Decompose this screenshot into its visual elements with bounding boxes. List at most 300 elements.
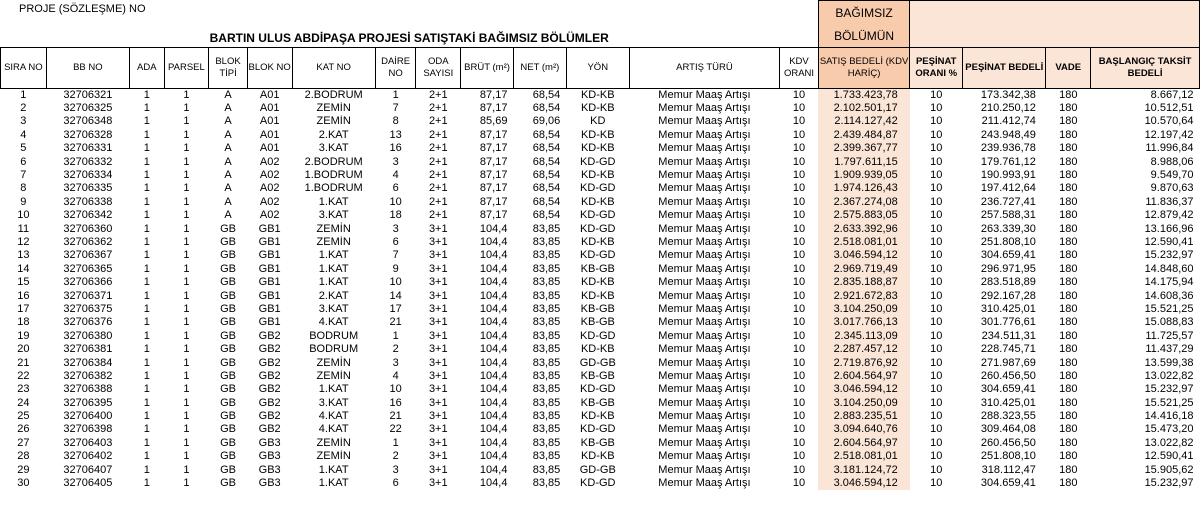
table-row — [1, 316, 1200, 329]
kdv-orani-cell: 10 — [792, 222, 806, 235]
sira-no-cell: 14 — [17, 262, 30, 275]
vade-cell: 180 — [1059, 249, 1078, 262]
satis-bedeli-cell: 1.733.423,78 — [818, 88, 909, 102]
brut-cell: 87,17 — [479, 169, 508, 182]
bb-no-cell: 32706376 — [63, 316, 113, 329]
kdv-orani-cell: 10 — [792, 155, 806, 168]
col-pesinat-bedeli: PEŞİNAT BEDELİ — [963, 47, 1046, 88]
bb-no-cell: 32706362 — [63, 235, 113, 248]
sira-no-cell: 17 — [17, 302, 30, 315]
oda-sayisi-cell: 3+1 — [428, 235, 448, 248]
kat-no-cell: 1.KAT — [318, 477, 349, 490]
ada-cell: 1 — [143, 329, 150, 342]
net-cell: 68,54 — [532, 209, 561, 222]
oda-sayisi-cell: 3+1 — [428, 396, 448, 409]
table-row — [1, 129, 1200, 142]
oda-sayisi-cell: 2+1 — [428, 155, 448, 168]
kdv-orani-cell: 10 — [792, 88, 806, 101]
artis-turu-cell: Memur Maaş Artışı — [658, 343, 751, 356]
kdv-orani-cell: 10 — [792, 383, 806, 396]
yon-cell: GD-GB — [579, 463, 616, 476]
blok-tipi-cell: GB — [220, 450, 236, 463]
blok-tipi-cell: A — [224, 182, 232, 195]
pesinat-orani-cell: 10 — [930, 423, 943, 436]
oda-sayisi-cell: 3+1 — [428, 436, 448, 449]
net-cell: 83,85 — [532, 235, 561, 248]
pesinat-bedeli-cell: 318.112,47 — [981, 463, 1036, 476]
daire-no-cell: 21 — [389, 410, 402, 423]
kdv-orani-cell: 10 — [792, 436, 806, 449]
blok-no-cell: A02 — [259, 169, 280, 182]
pesinat-orani-cell: 10 — [930, 410, 943, 423]
baslangic-taksit-cell: 15.232,97 — [1144, 477, 1194, 490]
blok-no-cell: GB1 — [258, 235, 281, 248]
satis-bedeli-cell: 3.104.250,09 — [818, 303, 909, 316]
yon-cell: KB-GB — [580, 369, 615, 382]
pesinat-bedeli-cell: 304.659,41 — [980, 383, 1036, 396]
bb-no-cell: 32706338 — [63, 195, 113, 208]
table-row — [1, 370, 1200, 383]
pesinat-bedeli-cell: 239.936,78 — [980, 142, 1036, 155]
kat-no-cell: 1.KAT — [318, 249, 349, 262]
sira-no-cell: 28 — [17, 450, 30, 463]
net-cell: 83,85 — [532, 249, 561, 262]
col-baslangic-taksit: BAŞLANGIÇ TAKSİT BEDELİ — [1091, 47, 1200, 88]
section-title-line1: BAĞIMSIZ — [818, 1, 909, 25]
daire-no-cell: 16 — [389, 142, 402, 155]
blok-tipi-cell: A — [224, 195, 232, 208]
table-row — [1, 463, 1200, 476]
satis-bedeli-cell: 2.367.274,08 — [818, 196, 909, 209]
daire-no-cell: 13 — [389, 128, 402, 141]
parsel-cell: 1 — [183, 396, 190, 409]
blok-tipi-cell: A — [224, 155, 232, 168]
artis-turu-cell: Memur Maaş Artışı — [658, 262, 751, 275]
table-row — [1, 169, 1200, 182]
kat-no-cell: 1.KAT — [318, 276, 349, 289]
baslangic-taksit-cell: 14.608,36 — [1144, 289, 1194, 302]
satis-bedeli-cell: 3.181.124,72 — [818, 463, 909, 476]
blok-no-cell: A01 — [259, 128, 280, 141]
vade-cell: 180 — [1059, 128, 1078, 141]
oda-sayisi-cell: 3+1 — [428, 463, 448, 476]
artis-turu-cell: Memur Maaş Artışı — [658, 410, 751, 423]
vade-cell: 180 — [1059, 142, 1078, 155]
column-header-row — [1, 47, 1200, 88]
sira-no-cell: 7 — [20, 169, 27, 182]
daire-no-cell: 1 — [392, 329, 399, 342]
ada-cell: 1 — [143, 142, 150, 155]
pesinat-orani-cell: 10 — [930, 276, 943, 289]
yon-cell: GD-GB — [579, 356, 616, 369]
artis-turu-cell: Memur Maaş Artışı — [658, 436, 751, 449]
vade-cell: 180 — [1059, 463, 1078, 476]
col-ada: ADA — [130, 47, 165, 88]
pesinat-bedeli-cell: 304.659,41 — [980, 249, 1036, 262]
sira-no-cell: 15 — [17, 276, 30, 289]
parsel-cell: 1 — [183, 383, 190, 396]
vade-cell: 180 — [1059, 477, 1078, 490]
oda-sayisi-cell: 2+1 — [428, 128, 448, 141]
baslangic-taksit-cell: 14.416,18 — [1144, 410, 1194, 423]
table-row — [1, 330, 1200, 343]
brut-cell: 104,4 — [479, 369, 508, 382]
bb-no-cell: 32706371 — [63, 289, 113, 302]
ada-cell: 1 — [143, 289, 150, 302]
blok-tipi-cell: A — [224, 209, 232, 222]
blok-tipi-cell: A — [224, 102, 232, 115]
kdv-orani-cell: 10 — [792, 343, 806, 356]
blok-tipi-cell: GB — [220, 235, 236, 248]
yon-cell: KB-GB — [580, 262, 615, 275]
col-kdv-orani: KDV ORANI — [780, 47, 819, 88]
vade-cell: 180 — [1059, 316, 1078, 329]
daire-no-cell: 22 — [389, 423, 402, 436]
brut-cell: 104,4 — [479, 235, 508, 248]
parsel-cell: 1 — [183, 182, 190, 195]
vade-cell: 180 — [1059, 289, 1078, 302]
page-title: BARTIN ULUS ABDİPAŞA PROJESİ SATIŞTAKİ BAĞIMSIZ BÖLÜMLER — [209, 30, 609, 45]
vade-cell: 180 — [1059, 155, 1078, 168]
blok-tipi-cell: GB — [220, 436, 236, 449]
pesinat-orani-cell: 10 — [930, 477, 943, 490]
bb-no-cell: 32706325 — [63, 102, 113, 115]
baslangic-taksit-cell: 15.473,20 — [1144, 423, 1194, 436]
blok-no-cell: A01 — [259, 142, 280, 155]
table-row — [1, 450, 1200, 463]
net-cell: 83,85 — [532, 262, 561, 275]
table-row — [1, 155, 1200, 168]
daire-no-cell: 9 — [392, 262, 399, 275]
net-cell: 83,85 — [532, 316, 561, 329]
col-pesinat-orani: PEŞİNAT ORANI % — [910, 47, 963, 88]
artis-turu-cell: Memur Maaş Artışı — [658, 235, 751, 248]
sira-no-cell: 22 — [17, 369, 30, 382]
sira-no-cell: 16 — [17, 289, 30, 302]
net-cell: 83,85 — [532, 450, 561, 463]
artis-turu-cell: Memur Maaş Artışı — [658, 102, 751, 115]
satis-bedeli-cell: 2.575.883,05 — [818, 209, 909, 222]
kdv-orani-cell: 10 — [792, 195, 806, 208]
satis-bedeli-cell: 2.287.457,12 — [818, 343, 909, 356]
baslangic-taksit-cell: 11.725,57 — [1145, 329, 1194, 342]
pesinat-bedeli-cell: 283.518,89 — [980, 276, 1036, 289]
table-row — [1, 423, 1200, 436]
kat-no-cell: 1.KAT — [318, 262, 349, 275]
baslangic-taksit-cell: 12.590,41 — [1144, 235, 1194, 248]
blok-tipi-cell: GB — [220, 343, 236, 356]
brut-cell: 85,69 — [479, 115, 508, 128]
pesinat-orani-cell: 10 — [930, 209, 943, 222]
bb-no-cell: 32706381 — [63, 343, 113, 356]
daire-no-cell: 2 — [392, 343, 399, 356]
parsel-cell: 1 — [183, 289, 190, 302]
net-cell: 83,85 — [532, 423, 561, 436]
ada-cell: 1 — [143, 155, 150, 168]
sira-no-cell: 2 — [20, 102, 27, 115]
parsel-cell: 1 — [183, 88, 190, 101]
vade-cell: 180 — [1059, 396, 1078, 409]
sira-no-cell: 26 — [17, 423, 30, 436]
oda-sayisi-cell: 2+1 — [428, 115, 448, 128]
yon-cell: KD-GD — [580, 423, 616, 436]
vade-cell: 180 — [1059, 369, 1078, 382]
bb-no-cell: 32706321 — [63, 88, 113, 101]
satis-bedeli-cell: 2.719.876,92 — [818, 356, 909, 369]
satis-bedeli-cell: 2.518.081,01 — [818, 236, 909, 249]
parsel-cell: 1 — [183, 436, 190, 449]
kat-no-cell: ZEMİN — [316, 369, 351, 382]
table-row — [1, 88, 1200, 102]
yon-cell: KD-KB — [580, 343, 615, 356]
daire-no-cell: 10 — [389, 195, 402, 208]
yon-cell: KD-KB — [580, 195, 615, 208]
net-cell: 83,85 — [532, 436, 561, 449]
bb-no-cell: 32706402 — [63, 450, 113, 463]
net-cell: 83,85 — [532, 302, 561, 315]
oda-sayisi-cell: 2+1 — [428, 142, 448, 155]
baslangic-taksit-cell: 15.905,62 — [1144, 463, 1194, 476]
vade-cell: 180 — [1059, 423, 1078, 436]
col-daire-no: DAİRE NO — [375, 47, 416, 88]
pesinat-bedeli-cell: 310.425,01 — [980, 302, 1036, 315]
col-net: NET (m²) — [513, 47, 566, 88]
daire-no-cell: 3 — [392, 356, 399, 369]
pesinat-bedeli-cell: 260.456,50 — [980, 436, 1036, 449]
oda-sayisi-cell: 2+1 — [428, 102, 448, 115]
sira-no-cell: 23 — [17, 383, 30, 396]
ada-cell: 1 — [143, 423, 150, 436]
satis-bedeli-cell: 1.909.939,05 — [818, 169, 909, 182]
oda-sayisi-cell: 2+1 — [428, 195, 448, 208]
vade-cell: 180 — [1059, 302, 1078, 315]
baslangic-taksit-cell: 13.022,82 — [1144, 369, 1194, 382]
parsel-cell: 1 — [183, 477, 190, 490]
kat-no-cell: ZEMİN — [316, 235, 351, 248]
bb-no-cell: 32706405 — [63, 477, 113, 490]
yon-cell: KD-KB — [580, 102, 615, 115]
blok-tipi-cell: A — [224, 128, 232, 141]
artis-turu-cell: Memur Maaş Artışı — [658, 383, 751, 396]
oda-sayisi-cell: 3+1 — [428, 276, 448, 289]
col-brut: BRÜT (m²) — [461, 47, 514, 88]
pesinat-orani-cell: 10 — [930, 115, 943, 128]
pesinat-bedeli-cell: 211.412,74 — [981, 115, 1036, 128]
net-cell: 83,85 — [532, 477, 561, 490]
ada-cell: 1 — [143, 209, 150, 222]
satis-bedeli-cell: 2.835.188,87 — [818, 276, 909, 289]
satis-bedeli-cell: 2.439.484,87 — [818, 129, 909, 142]
bb-no-cell: 32706382 — [63, 369, 113, 382]
kat-no-cell: ZEMİN — [316, 115, 351, 128]
blok-tipi-cell: GB — [220, 423, 236, 436]
brut-cell: 87,17 — [479, 209, 508, 222]
daire-no-cell: 10 — [389, 383, 402, 396]
yon-cell: KD-KB — [580, 142, 615, 155]
brut-cell: 104,4 — [479, 249, 508, 262]
ada-cell: 1 — [143, 316, 150, 329]
brut-cell: 87,17 — [479, 182, 508, 195]
daire-no-cell: 6 — [392, 477, 399, 490]
table-row — [1, 477, 1200, 490]
blok-no-cell: A02 — [259, 182, 280, 195]
ada-cell: 1 — [143, 235, 150, 248]
sira-no-cell: 1 — [20, 88, 27, 101]
satis-bedeli-cell: 3.046.594,12 — [818, 249, 909, 262]
net-cell: 83,85 — [532, 369, 561, 382]
artis-turu-cell: Memur Maaş Artışı — [658, 302, 751, 315]
kdv-orani-cell: 10 — [792, 450, 806, 463]
baslangic-taksit-cell: 9.549,70 — [1150, 169, 1194, 182]
bb-no-cell: 32706407 — [63, 463, 113, 476]
blok-tipi-cell: GB — [220, 289, 236, 302]
pesinat-orani-cell: 10 — [930, 343, 943, 356]
kat-no-cell: 2.KAT — [318, 128, 349, 141]
pesinat-bedeli-cell: 310.425,01 — [980, 396, 1036, 409]
table-row — [1, 289, 1200, 302]
blok-no-cell: GB1 — [258, 276, 281, 289]
col-blok-tipi: BLOK TİPİ — [209, 47, 248, 88]
brut-cell: 87,17 — [479, 142, 508, 155]
project-label: PROJE (SÖZLEŞME) NO — [19, 2, 146, 15]
baslangic-taksit-cell: 11.996,84 — [1145, 142, 1194, 155]
net-cell: 83,85 — [532, 396, 561, 409]
kdv-orani-cell: 10 — [792, 316, 806, 329]
kat-no-cell: ZEMİN — [316, 436, 351, 449]
satis-bedeli-cell: 2.604.564,97 — [818, 370, 909, 383]
artis-turu-cell: Memur Maaş Artışı — [658, 450, 751, 463]
pesinat-bedeli-cell: 304.659,41 — [980, 477, 1036, 490]
baslangic-taksit-cell: 13.166,96 — [1144, 222, 1194, 235]
sira-no-cell: 9 — [20, 195, 27, 208]
artis-turu-cell: Memur Maaş Artışı — [658, 249, 751, 262]
kdv-orani-cell: 10 — [792, 142, 806, 155]
kdv-orani-cell: 10 — [792, 262, 806, 275]
parsel-cell: 1 — [183, 369, 190, 382]
table-row — [1, 396, 1200, 409]
blok-no-cell: GB1 — [258, 222, 281, 235]
vade-cell: 180 — [1059, 450, 1078, 463]
ada-cell: 1 — [143, 410, 150, 423]
brut-cell: 104,4 — [479, 356, 508, 369]
blok-no-cell: GB3 — [258, 477, 281, 490]
daire-no-cell: 7 — [392, 102, 399, 115]
yon-cell: KB-GB — [580, 396, 615, 409]
parsel-cell: 1 — [183, 222, 190, 235]
net-cell: 83,85 — [532, 463, 561, 476]
net-cell: 83,85 — [532, 343, 561, 356]
brut-cell: 87,17 — [479, 102, 508, 115]
brut-cell: 104,4 — [479, 316, 508, 329]
bb-no-cell: 32706365 — [63, 262, 113, 275]
table-row — [1, 356, 1200, 369]
satis-bedeli-cell: 2.114.127,42 — [818, 115, 909, 128]
artis-turu-cell: Memur Maaş Artışı — [658, 356, 751, 369]
pesinat-orani-cell: 10 — [930, 369, 943, 382]
blok-no-cell: A01 — [259, 88, 280, 101]
vade-cell: 180 — [1059, 222, 1078, 235]
yon-cell: KD-KB — [580, 235, 615, 248]
table-row — [1, 263, 1200, 276]
pesinat-orani-cell: 10 — [930, 262, 943, 275]
net-cell: 68,54 — [532, 142, 561, 155]
kat-no-cell: 1.BODRUM — [304, 182, 363, 195]
artis-turu-cell: Memur Maaş Artışı — [658, 316, 751, 329]
table-row — [1, 115, 1200, 128]
kdv-orani-cell: 10 — [792, 128, 806, 141]
col-oda-sayisi: ODA SAYISI — [416, 47, 461, 88]
bb-no-cell: 32706398 — [63, 423, 113, 436]
blok-no-cell: A01 — [259, 115, 280, 128]
artis-turu-cell: Memur Maaş Artışı — [658, 142, 751, 155]
pesinat-orani-cell: 10 — [930, 436, 943, 449]
blok-no-cell: A02 — [259, 195, 280, 208]
blok-no-cell: GB2 — [258, 329, 281, 342]
ada-cell: 1 — [143, 262, 150, 275]
sira-no-cell: 8 — [20, 182, 27, 195]
sira-no-cell: 29 — [17, 463, 30, 476]
baslangic-taksit-cell: 11.836,37 — [1145, 195, 1194, 208]
net-cell: 83,85 — [532, 356, 561, 369]
blok-no-cell: GB1 — [258, 262, 281, 275]
artis-turu-cell: Memur Maaş Artışı — [658, 182, 751, 195]
bb-no-cell: 32706384 — [63, 356, 113, 369]
artis-turu-cell: Memur Maaş Artışı — [658, 155, 751, 168]
artis-turu-cell: Memur Maaş Artışı — [658, 128, 751, 141]
artis-turu-cell: Memur Maaş Artışı — [658, 222, 751, 235]
daire-no-cell: 14 — [389, 289, 402, 302]
parsel-cell: 1 — [183, 463, 190, 476]
blok-no-cell: A01 — [259, 102, 280, 115]
kdv-orani-cell: 10 — [792, 477, 806, 490]
parsel-cell: 1 — [183, 102, 190, 115]
blok-no-cell: GB1 — [258, 316, 281, 329]
pesinat-bedeli-cell: 292.167,28 — [980, 289, 1036, 302]
daire-no-cell: 8 — [392, 115, 399, 128]
parsel-cell: 1 — [183, 155, 190, 168]
artis-turu-cell: Memur Maaş Artışı — [658, 115, 751, 128]
oda-sayisi-cell: 3+1 — [428, 262, 448, 275]
baslangic-taksit-cell: 13.022,82 — [1144, 436, 1194, 449]
satis-bedeli-cell: 2.633.392,96 — [818, 222, 909, 235]
brut-cell: 87,17 — [479, 128, 508, 141]
brut-cell: 104,4 — [479, 396, 508, 409]
baslangic-taksit-cell: 15.232,97 — [1144, 383, 1194, 396]
kat-no-cell: 1.BODRUM — [304, 169, 363, 182]
kdv-orani-cell: 10 — [792, 423, 806, 436]
table-row — [1, 102, 1200, 115]
col-satis-bedeli: SATIŞ BEDELİ (KDV HARİÇ) — [818, 47, 909, 88]
yon-cell: KD-GD — [580, 222, 616, 235]
net-cell: 83,85 — [532, 410, 561, 423]
sira-no-cell: 3 — [20, 115, 27, 128]
kat-no-cell: BODRUM — [309, 329, 359, 342]
kat-no-cell: 2.BODRUM — [304, 88, 363, 101]
parsel-cell: 1 — [183, 195, 190, 208]
vade-cell: 180 — [1059, 356, 1078, 369]
parsel-cell: 1 — [183, 356, 190, 369]
oda-sayisi-cell: 3+1 — [428, 450, 448, 463]
blok-tipi-cell: GB — [220, 222, 236, 235]
oda-sayisi-cell: 3+1 — [428, 343, 448, 356]
yon-cell: KD-KB — [580, 450, 615, 463]
blok-tipi-cell: GB — [220, 276, 236, 289]
brut-cell: 104,4 — [479, 289, 508, 302]
pesinat-bedeli-cell: 296.971,95 — [980, 262, 1036, 275]
kat-no-cell: 3.KAT — [318, 302, 349, 315]
yon-cell: KB-GB — [580, 316, 615, 329]
kdv-orani-cell: 10 — [792, 463, 806, 476]
